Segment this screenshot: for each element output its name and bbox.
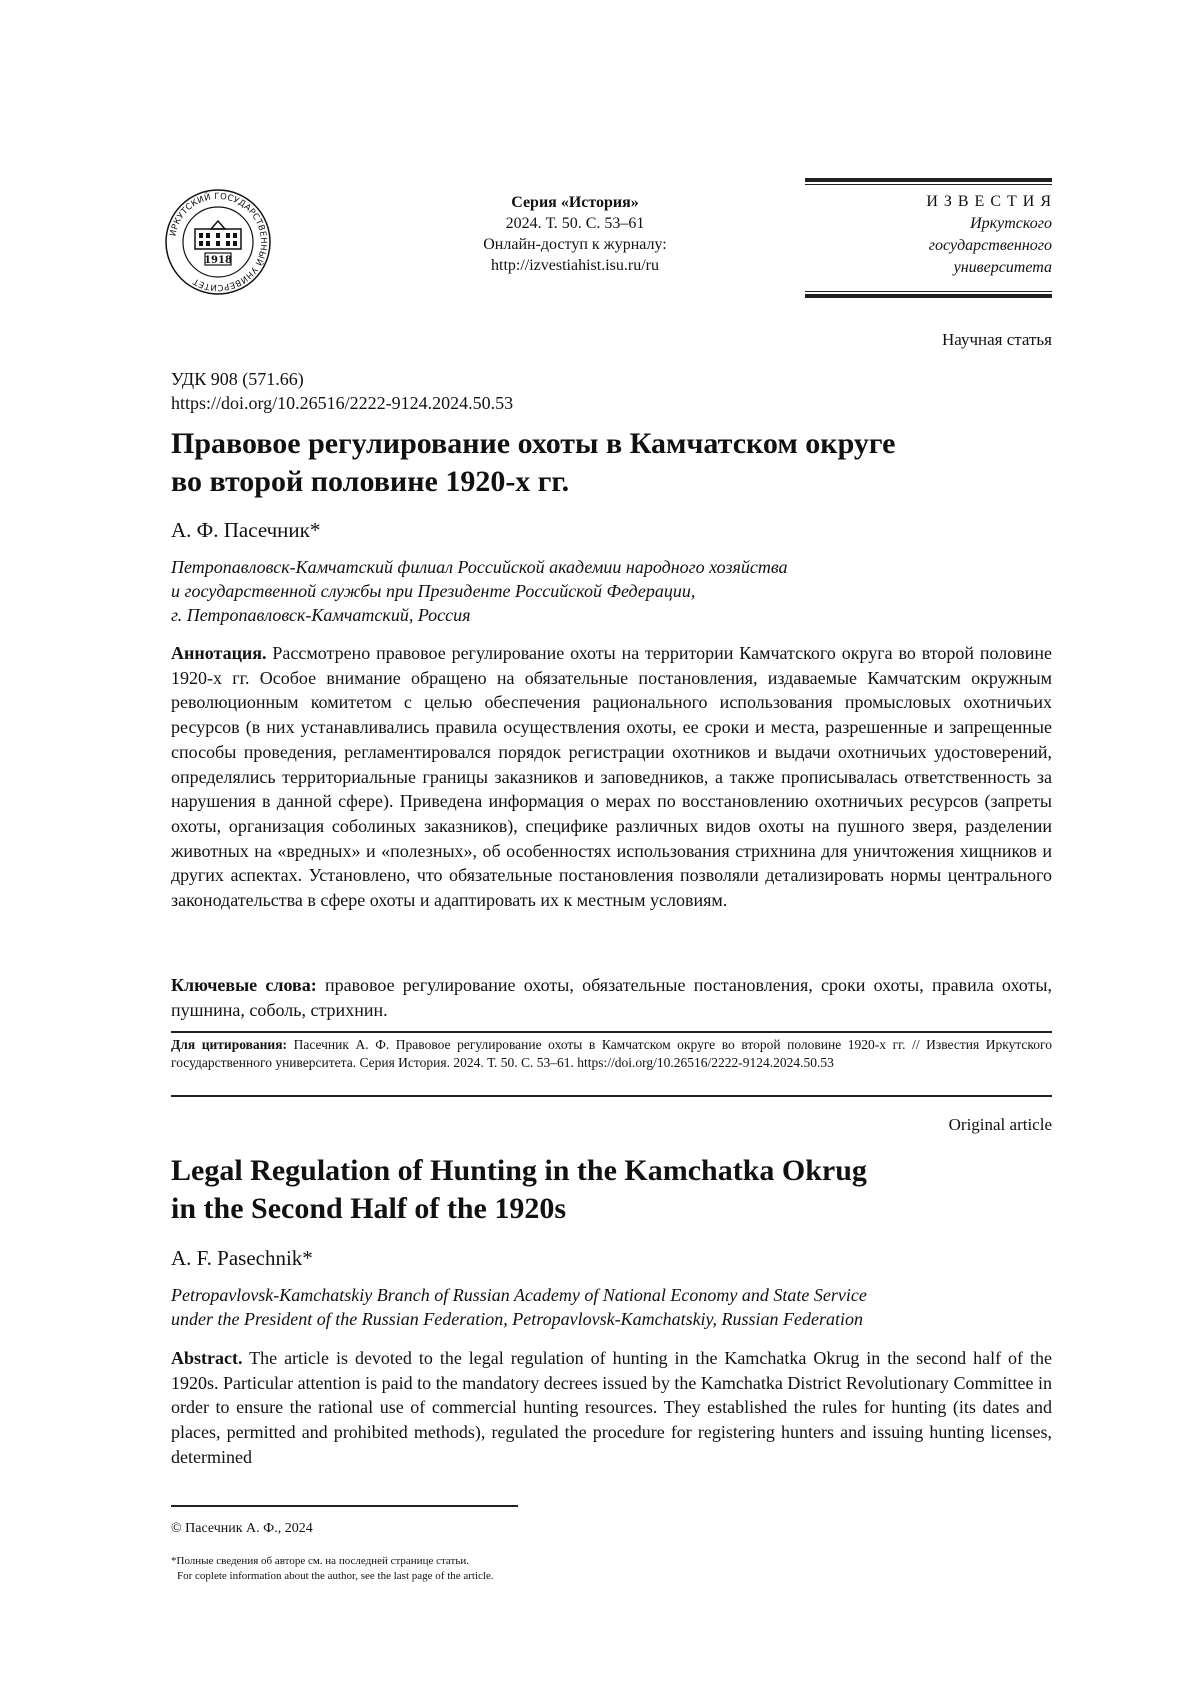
citation-label: Для цитирования: (171, 1037, 288, 1052)
citation-rule-top (171, 1031, 1052, 1033)
issue-info: 2024. Т. 50. С. 53–61 (505, 215, 645, 232)
keywords-ru-text: правовое регулирование охоты, обязательные постановления, сроки охоты, правила охоты, пушнина, соболь, стрихнин. (171, 975, 1053, 1020)
abstract-en-label: Abstract. (171, 1348, 243, 1368)
journal-name-line-2: государственного (928, 237, 1052, 254)
journal-url[interactable]: http://izvestiahist.isu.ru/ru (491, 257, 659, 274)
journal-name-line-1: Иркутского (970, 215, 1052, 232)
udc-code: УДК 908 (571.66) (171, 369, 304, 389)
doi-link[interactable]: https://doi.org/10.26516/2222-9124.2024.50.53 (171, 393, 514, 413)
citation-rule-bottom (171, 1095, 1052, 1097)
title-ru-line-2: во второй половине 1920-х гг. (171, 465, 570, 498)
university-seal-graphic (163, 187, 273, 297)
citation-text: Пасечник А. Ф. Правовое регулирование охоты в Камчатском округе во второй половине 1920-х гг. // Известия Иркутского государственного университета. Серия История. 2024. Т. 50. С. 53–61. https://doi.org/10.26516/2222-9124.2024.50.53 (171, 1037, 1053, 1070)
affiliation-en-line-1: Petropavlovsk-Kamchatskiy Branch of Russian Academy of National Economy and State Service (171, 1285, 867, 1305)
article-type-en: Original article (948, 1115, 1052, 1134)
article-title-en (171, 1152, 1071, 1228)
author-ru: А. Ф. Пасечник* (171, 518, 321, 542)
article-type-ru: Научная статья (941, 330, 1052, 349)
journal-header-center (430, 192, 720, 276)
affiliation-en-line-2: under the President of the Russian Federation, Petropavlovsk-Kamchatskiy, Russian Federation (171, 1309, 864, 1329)
affiliation-ru (171, 555, 1071, 627)
header-rule-top-thin (805, 184, 1052, 185)
header-rule-bottom (805, 294, 1052, 298)
author-note-en: For coplete information about the author, see the last page of the article. (177, 1570, 494, 1582)
affiliation-en (171, 1283, 1071, 1331)
abstract-en-text: The article is devoted to the legal regulation of hunting in the Kamchatka Okrug in the second half of the 1920s. Particular attention is paid to the mandatory decrees issued by the Kamchatka District Revolutionary Committee in order to ensure the rational use of commercial hunting resources. They established the rules for hunting (its dates and places, permitted and prohibited methods), regulated the procedure for registering hunters and issuing hunting licenses, determined (171, 1348, 1052, 1467)
copyright-note: © Пасечник А. Ф., 2024 (171, 1521, 313, 1536)
footnote-rule (171, 1505, 518, 1507)
series-title: Серия «История» (511, 194, 639, 211)
university-logo (163, 187, 273, 297)
header-rule-bottom-thin (805, 291, 1052, 292)
affiliation-ru-line-3: г. Петропавловск-Камчатский, Россия (171, 605, 471, 625)
author-en: A. F. Pasechnik* (171, 1246, 313, 1270)
online-access-label: Онлайн-доступ к журналу: (483, 236, 667, 253)
seal-ring-text: ИРКУТСКИЙ ГОСУДАРСТВЕННЫЙ УНИВЕРСИТЕТ (168, 191, 269, 293)
journal-name-line-3: университета (953, 259, 1052, 276)
affiliation-ru-line-1: Петропавловск-Камчатский филиал Российской академии народного хозяйства (171, 557, 788, 577)
citation-block (171, 1036, 1052, 1071)
journal-header-right (805, 191, 1052, 279)
title-en-line-2: in the Second Half of the 1920s (171, 1192, 567, 1225)
abstract-en (171, 1346, 1052, 1470)
affiliation-ru-line-2: и государственной службы при Президенте Российской Федерации, (171, 581, 696, 601)
header-rule-top (805, 178, 1052, 182)
title-ru-line-1: Правовое регулирование охоты в Камчатском округе (171, 427, 896, 460)
abstract-ru (171, 641, 1052, 913)
author-note-ru: *Полные сведения об авторе см. на последней странице статьи. (171, 1555, 469, 1567)
seal-year: 1918 (204, 255, 232, 266)
title-en-line-1: Legal Regulation of Hunting in the Kamchatka Okrug (171, 1154, 867, 1187)
article-title-ru (171, 425, 1071, 501)
journal-name: И З В Е С Т И Я (926, 193, 1052, 210)
keywords-ru (171, 973, 1052, 1022)
abstract-ru-label: Аннотация. (171, 643, 267, 663)
keywords-ru-label: Ключевые слова: (171, 975, 317, 995)
abstract-ru-text: Рассмотрено правовое регулирование охоты на территории Камчатского округа во второй половине 1920-х гг. Особое внимание обращено на обязательные постановления, издаваемые Камчатским окружным революционным комитетом с целью обеспечения рационального использования промысловых охотничьих ресурсов (в них устанавливались правила осуществления охоты, ее сроки и места, разрешенные и запрещенные способы проведения, регламентировался порядок регистрации охотников и выдачи охотничьих удостоверений, определялись территориальные границы заказников и заповедников, а также прописывалась ответственность за нарушения в данной сфере). Приведена информация о мерах по восстановлению охотничьих ресурсов (запреты охоты, организация соболиных заказников), специфике различных видов охоты на пушного зверя, разделении животных на «вредных» и «полезных», об особенностях использования стрихнина для уничтожения хищников и других аспектах. Установлено, что обязательные постановления позволяли детализировать нормы центрального законодательства в сфере охоты и адаптировать их к местным условиям. (171, 643, 1053, 911)
